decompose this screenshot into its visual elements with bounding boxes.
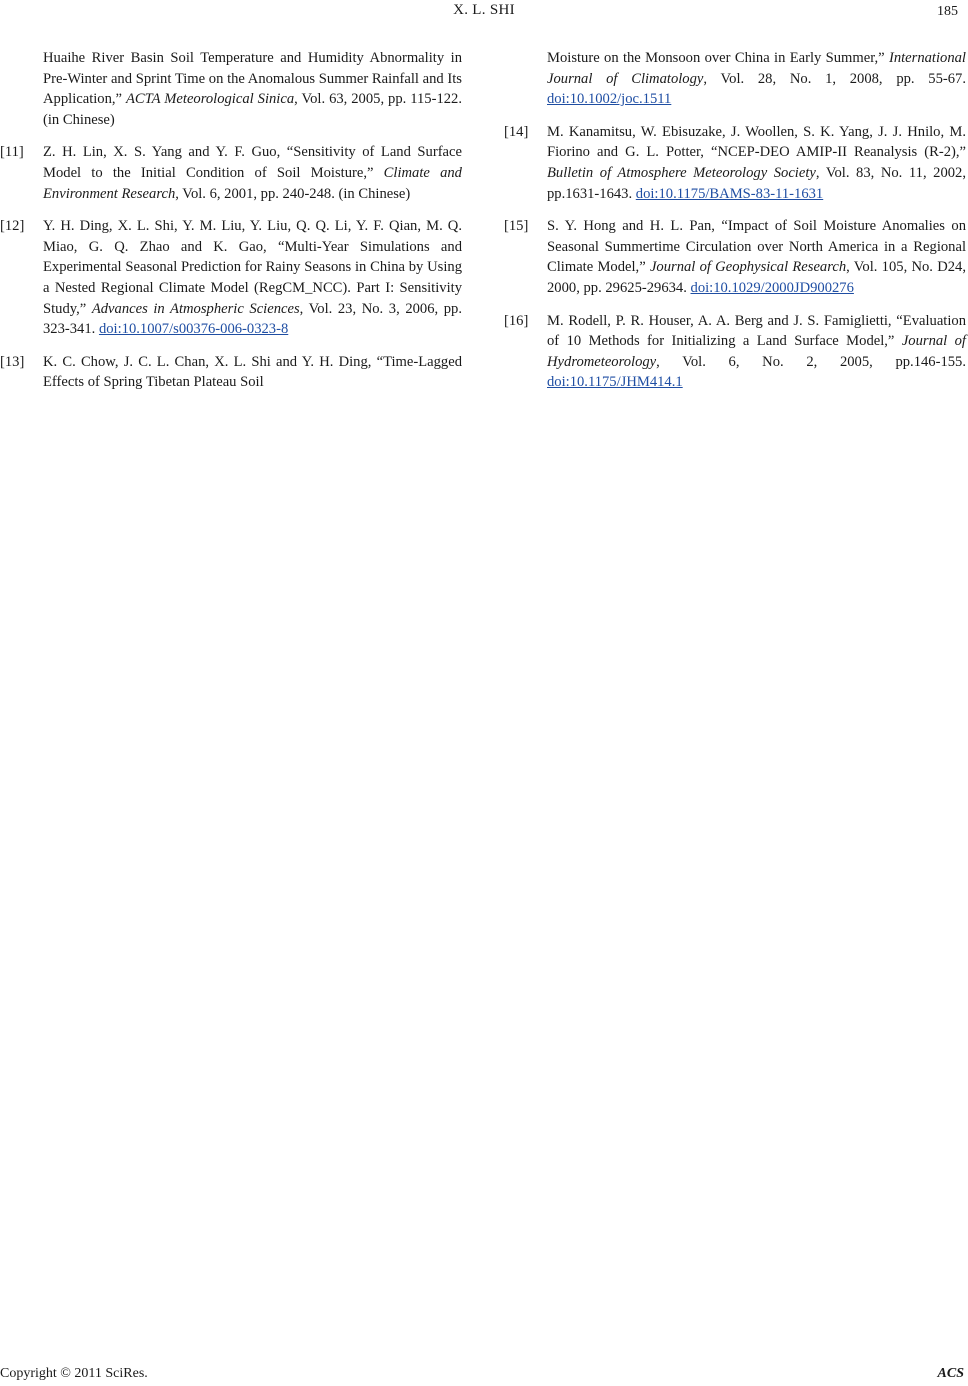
reference-11: [11] Z. H. Lin, X. S. Yang and Y. F. Guo, “Sensitivity of Land Surface Model to the Initial Condition of Soil Moisture,” Climate and Environment Research, Vol. 6, 2001, pp. 240-248. (in Chinese): [0, 144, 462, 202]
reference-12: [12] Y. H. Ding, X. L. Shi, Y. M. Liu, Y. Liu, Q. Q. Li, Y. F. Qian, M. Q. Miao, G. Q. Zhao and K. Gao, “Multi-Year Simulations and Experimental Seasonal Prediction for Rainy Seasons in China by Using a Nested Regional Climate Model (RegCM_NCC). Part I: Sensitivity Study,” Advances in Atmospheric Sciences, Vol. 23, No. 3, 2006, pp. 323-341. doi:10.1007/s00376-006-0323-8: [0, 218, 462, 338]
reference-10-continuation: Huaihe River Basin Soil Temperature and Humidity Abnormality in Pre-Winter and Sprint Time on the Anomalous Summer Rainfall and Its Application,” ACTA Meteorological Sinica, Vol. 63, 2005, pp. 115-122. (in Chinese): [43, 50, 462, 128]
left-column: [0, 48, 462, 405]
journal-title: Bulletin of Atmosphere Meteorology Society: [547, 164, 816, 181]
journal-title: Advances in Atmospheric Sciences: [91, 300, 300, 317]
reference-number: [15]: [504, 218, 529, 235]
doi-link[interactable]: doi:10.1175/BAMS-83-11-1631: [635, 185, 824, 202]
journal-title: Journal of Hydrometeorology: [547, 333, 966, 370]
copyright-notice: Copyright © 2011 SciRes.: [0, 1366, 148, 1381]
reference-15: [15] S. Y. Hong and H. L. Pan, “Impact of Soil Moisture Anomalies on Seasonal Summertime Circulation over North America in a Regional Climate Model,” Journal of Geophysical Research, Vol. 105, No. D24, 2000, pp. 29625-29634. doi:10.1029/2000JD900276: [504, 218, 966, 296]
journal-title: Journal of Geophysical Research: [649, 259, 847, 276]
doi-link[interactable]: doi:10.1029/2000JD900276: [690, 279, 854, 296]
right-column: [504, 48, 966, 405]
reference-number: [14]: [504, 123, 529, 140]
reference-13-continuation: Moisture on the Monsoon over China in Early Summer,” International Journal of Climatology, Vol. 28, No. 1, 2008, pp. 55-67. doi:10.1002/joc.1511: [547, 50, 966, 108]
journal-title: Climate and Environment Research: [43, 164, 462, 202]
journal-title: International Journal of Climatology: [547, 50, 966, 87]
reference-14: [14] M. Kanamitsu, W. Ebisuzake, J. Woollen, S. K. Yang, J. J. Hnilo, M. Fiorino and G. L. Potter, “NCEP-DEO AMIP-II Reanalysis (R-2),” Bulletin of Atmosphere Meteorology Society, Vol. 83, No. 11, 2002, pp.1631-1643. doi:10.1175/BAMS-83-11-1631: [504, 123, 966, 202]
running-header-author: X. L. SHI: [453, 2, 515, 18]
page-number: 185: [937, 4, 958, 19]
reference-13: [13] K. C. Chow, J. C. L. Chan, X. L. Shi and Y. H. Ding, “Time-Lagged Effects of Spring Tibetan Plateau Soil: [0, 353, 462, 391]
reference-number: [12]: [0, 218, 25, 235]
reference-number: [11]: [0, 144, 24, 161]
journal-abbreviation: ACS: [937, 1366, 964, 1381]
journal-title: ACTA Meteorological Sinica: [125, 91, 295, 108]
reference-number: [13]: [0, 353, 25, 370]
reference-16: [16] M. Rodell, P. R. Houser, A. A. Berg and J. S. Famiglietti, “Evaluation of 10 Methods for Initializing a Land Surface Model,” Journal of Hydrometeorology, Vol. 6, No. 2, 2005, pp.146-155. doi:10.1175/JHM414.1: [504, 312, 966, 391]
doi-link[interactable]: doi:10.1002/joc.1511: [547, 91, 672, 108]
doi-link[interactable]: doi:10.1007/s00376-006-0323-8: [98, 321, 289, 338]
reference-number: [16]: [504, 312, 529, 329]
doi-link[interactable]: doi:10.1175/JHM414.1: [547, 374, 683, 391]
